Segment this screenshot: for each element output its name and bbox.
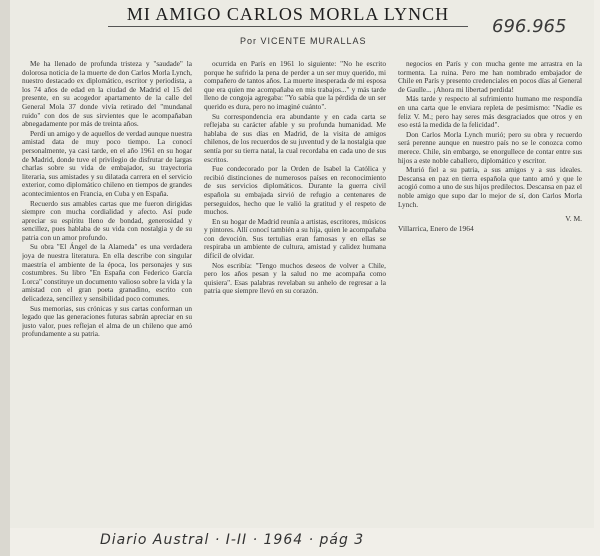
article-column-3 — [398, 60, 582, 530]
paragraph: Don Carlos Morla Lynch murió; pero su obra y recuerdo será perenne aunque en nuestro país no se le conozca como merece. Chile, sin embargo, se enorgullece de contar entre sus hijos a este noble caballero, diplomático y escritor. — [398, 129, 582, 165]
paragraph: Nos escribía: "Tengo muchos deseos de volver a Chile, pero los años pesan y la salud no me acompaña como quisiera". Esas palabras revelaban su anhelo de regresar a la patria que siempre llevó en su corazón. — [204, 260, 386, 296]
paragraph: Fue condecorado por la Orden de Isabel la Católica y recibió distinciones de numerosos países en reconocimiento de sus servicios diplomáticos. Durante la guerra civil española su embajada sirvió de refugio a centenares de perseguidos, hecho que le valió la gratitud y el respeto de muchos. — [204, 164, 386, 217]
paragraph: Sus memorias, sus crónicas y sus cartas conforman un legado que las generaciones futuras sabrán apreciar en su justo valor, pues reflejan el alma de un chileno que amó profundamente a su patria. — [22, 303, 192, 339]
article-title: MI AMIGO CARLOS MORLA LYNCH — [108, 4, 468, 27]
catalog-number: 696.965 — [492, 16, 567, 37]
paragraph: En su hogar de Madrid reunía a artistas, escritores, músicos y pintores. Allí conocí también a su hija, quien le acompañaba con devoción. Sus tertulias eran famosas y en ellas se respiraba un ambiente de cultura, amistad y calidez humana difícil de olvidar. — [204, 216, 386, 261]
paragraph: Murió fiel a su patria, a sus amigos y a sus ideales. Descansa en paz en tierra española que tanto amó y que le acogió como a uno de sus hijos predilectos. Descansa en paz el noble amigo que supo dar lo mejor de sí, don Carlos Morla Lynch. — [398, 165, 582, 209]
signature-initials: V. M. — [565, 214, 582, 224]
paragraph: ocurrida en París en 1961 lo siguiente: "No he escrito porque he sufrido la pena de perder a un ser muy querido, mi compañero de tantos años. La muerte inesperada de mi esposa que era quien me acompañaba en mis trabajos..." y más tarde lleno de congoja agregaba: "Yo sabía que la pérdida de un ser querido es dura, pero no imaginé cuánto". — [204, 60, 386, 111]
paragraph: Recuerdo sus amables cartas que me fueron dirigidas siempre con mucha cordialidad y afecto. Así pude apreciar su espíritu lleno de bondad, generosidad y sencillez, pues hablaba de su vida con nostalgia y de su patria con un amor profundo. — [22, 198, 192, 242]
paragraph: Me ha llenado de profunda tristeza y "saudade" la dolorosa noticia de la muerte de don Carlos Morla Lynch, nuestro destacado ex diplomático, escritor y periodista, a los 74 años de edad en la ciudad de Madrid el 15 del presente, en su acogedor apartamento de la calle del General Mola 37 donde vivía retirado del "mundanal ruido" con dos de sus sirvientes que le acompañaban abnegadamente por más de treinta años. — [22, 60, 192, 129]
handwritten-source-note: Diario Austral · I-II · 1964 · pág 3 — [100, 532, 365, 548]
page-edge — [0, 0, 10, 556]
paragraph: negocios en París y con mucha gente me arrastra en la tormenta. La ruina. Pero me han nombrado embajador de Chile en París y presento credenciales en pocos días al General de Gaulle... ¡Ahora mi libertad perdida! — [398, 60, 582, 94]
paragraph: Más tarde y respecto al sufrimiento humano me respondía en una carta que le enviara repleta de pesimismo: "Nadie es feliz V. M.; pero hay seres más desgraciados que otros y en eso está la medida de la felicidad". — [398, 94, 582, 130]
place-date: Villarrica, Enero de 1964 — [398, 223, 474, 233]
paragraph: Perdí un amigo y de aquellos de verdad aunque nuestra amistad data de muy poco tiempo. La conocí personalmente, ya casi tarde, en el año 1961 en su hogar de Madrid, donde tuve el privilegio de disfrutar de largas charlas sobre su vida de embajador, su trayectoria literaria, sus amistades y su dilatada carrera en el servicio exterior, como diplomático chileno en tiempos de grandes acontecimientos en Francia, en Cuba y en España. — [22, 128, 192, 198]
paragraph: Su correspondencia era abundante y en cada carta se reflejaba su carácter afable y su profunda humanidad. Me hablaba de sus días en Madrid, de la visita de amigos chilenos, de los recuerdos de su juventud y de la nostalgia que sentía por su tierra natal, la cual recordaba en cada uno de sus escritos. — [204, 111, 386, 164]
article-column-2 — [204, 60, 386, 530]
paragraph: Su obra "El Ángel de la Alameda" es una verdadera joya de nuestra literatura. En ella describe con singular maestría el ambiente de la época, los personajes y sus costumbres. Su libro "En España con Federico García Lorca" constituye un documento valioso sobre la vida y la amistad con el gran poeta granadino, escrito con delicadeza, sencillez y sensibilidad poco comunes. — [22, 242, 192, 304]
article-byline: Por VICENTE MURALLAS — [240, 36, 367, 46]
article-column-1 — [22, 60, 192, 530]
